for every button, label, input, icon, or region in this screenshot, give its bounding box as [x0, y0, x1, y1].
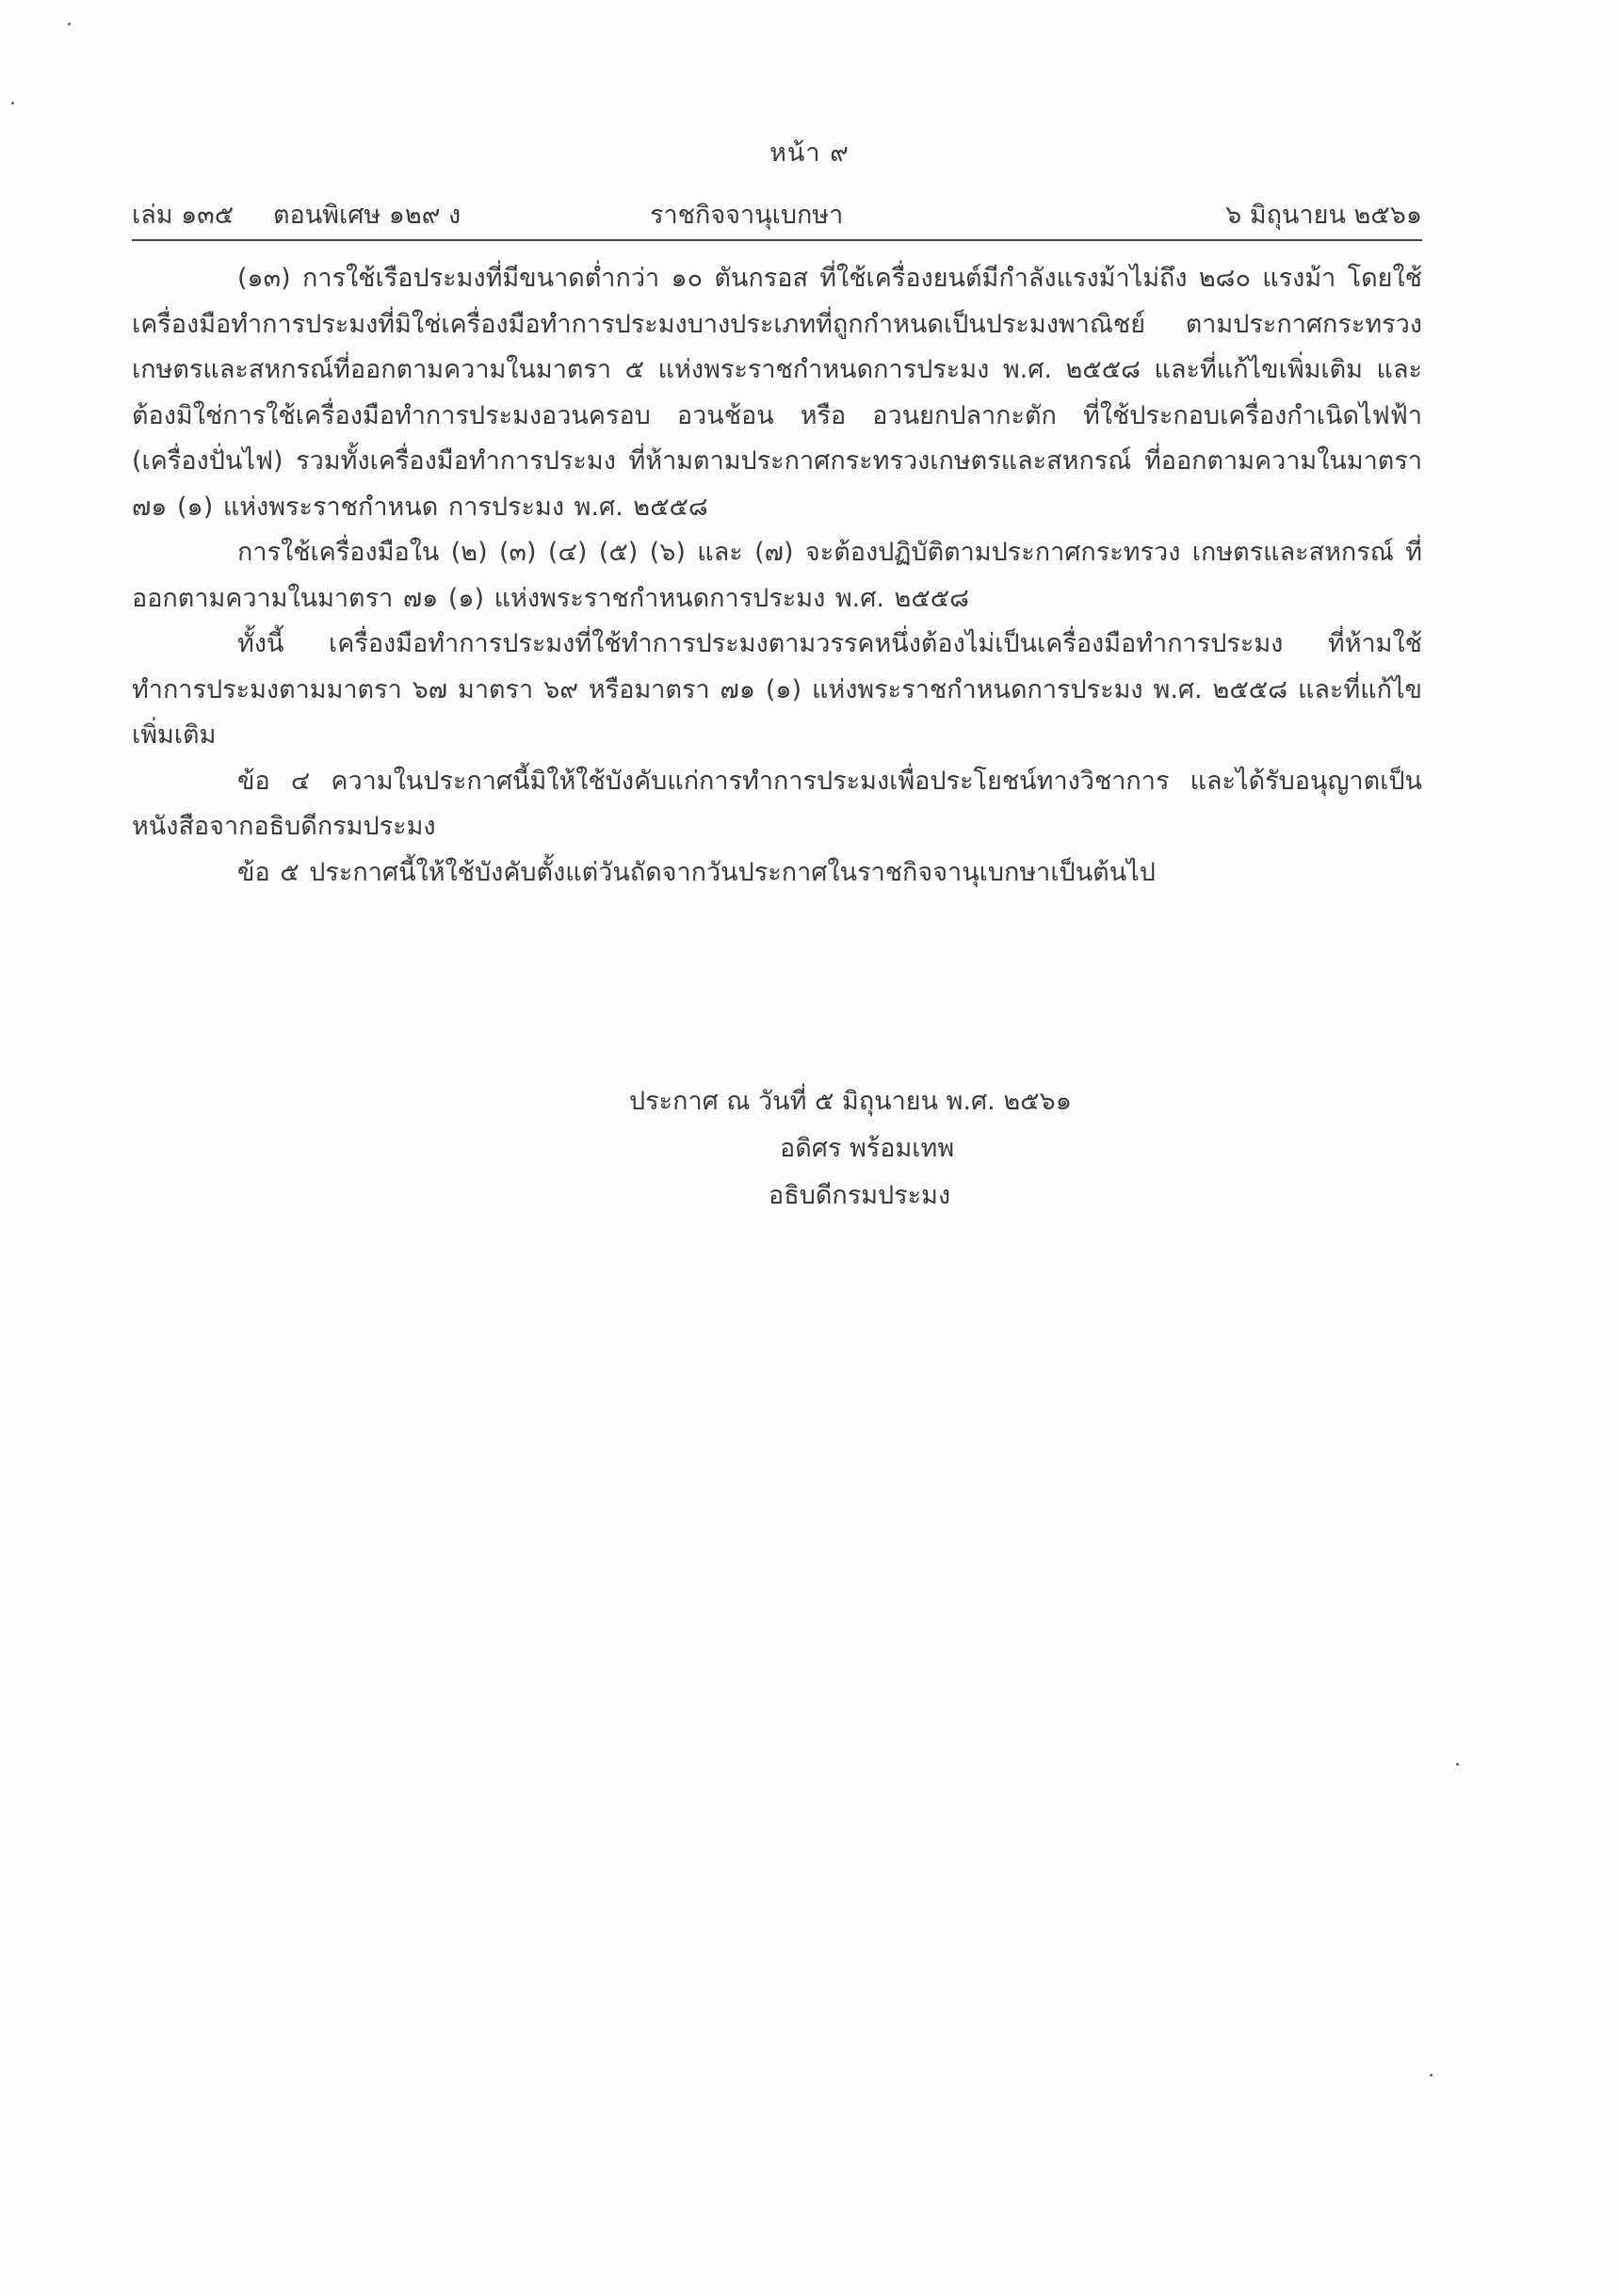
scan-speck	[68, 23, 71, 25]
announcement-date: ประกาศ ณ วันที่ ๕ มิถุนายน พ.ศ. ๒๕๖๑	[629, 1087, 1072, 1116]
header-publication: ราชกิจจานุเบกษา	[650, 201, 844, 230]
document-body	[132, 256, 1422, 896]
header-volume: เล่ม ๑๓๕	[132, 201, 235, 230]
paragraph-clause-5: ข้อ ๕ ประกาศนี้ให้ใช้บังคับตั้งแต่วันถัดจากวันประกาศในราชกิจจานุเบกษาเป็นต้นไป	[237, 857, 1156, 887]
scan-speck	[11, 102, 14, 105]
paragraph-provided: ทั้งนี้ เครื่องมือทำการประมงที่ใช้ทำการประมงตามวรรคหนึ่งต้องไม่เป็นเครื่องมือทำการประมง ที่ห้ามใช้ทำการประมงตามมาตรา ๖๗ มาตรา ๖๙ หรือมาตรา ๗๑ (๑) แห่งพระราชกำหนดการประมง พ.ศ. ๒๕๕๘ และที่แก้ไขเพิ่มเติม	[132, 629, 1422, 750]
signature-block	[629, 1078, 1072, 1220]
page-number: หน้า ๙	[769, 138, 850, 168]
paragraph-item-13: (๑๓) การใช้เรือประมงที่มีขนาดต่ำกว่า ๑๐ ตันกรอส ที่ใช้เครื่องยนต์มีกำลังแรงม้าไม่ถึง ๒๘๐ แรงม้า โดยใช้เครื่องมือทำการประมงที่มิใช่เครื่องมือทำการประมงบางประเภทที่ถูกกำหนดเป็นประมงพาณิชย์ ตามประกาศกระทรวงเกษตรและสหกรณ์ที่ออกตามความในมาตรา ๕ แห่งพระราชกำหนดการประมง พ.ศ. ๒๕๕๘ และที่แก้ไขเพิ่มเติม และต้องมิใช่การใช้เครื่องมือทำการประมงอวนครอบ อวนช้อน หรือ อวนยกปลากะตัก ที่ใช้ประกอบเครื่องกำเนิดไฟฟ้า (เครื่องปั่นไฟ) รวมทั้งเครื่องมือทำการประมง ที่ห้ามตามประกาศกระทรวงเกษตรและสหกรณ์ ที่ออกตามความในมาตรา ๗๑ (๑) แห่งพระราชกำหนด การประมง พ.ศ. ๒๕๕๘	[132, 264, 1422, 522]
signatory-position: อธิบดีกรมประมง	[769, 1181, 951, 1210]
header-date: ๖ มิถุนายน ๒๕๖๑	[1225, 201, 1422, 230]
paragraph-tool-usage: การใช้เครื่องมือใน (๒) (๓) (๔) (๕) (๖) และ (๗) จะต้องปฏิบัติตามประกาศกระทรวง เกษตรและสหกรณ์ ที่ออกตามความในมาตรา ๗๑ (๑) แห่งพระราชกำหนดการประมง พ.ศ. ๒๕๕๘	[132, 538, 1422, 613]
gazette-header	[132, 188, 1422, 241]
scan-speck	[1456, 1763, 1459, 1766]
paragraph-clause-4: ข้อ ๔ ความในประกาศนี้มิให้ใช้บังคับแก่การทำการประมงเพื่อประโยชน์ทางวิชาการ และได้รับอนุญาตเป็นหนังสือจากอธิบดีกรมประมง	[132, 766, 1422, 841]
scan-speck	[1430, 2074, 1433, 2077]
signatory-name: อดิศร พร้อมเทพ	[780, 1134, 955, 1163]
header-issue: ตอนพิเศษ ๑๒๙ ง	[273, 201, 461, 230]
